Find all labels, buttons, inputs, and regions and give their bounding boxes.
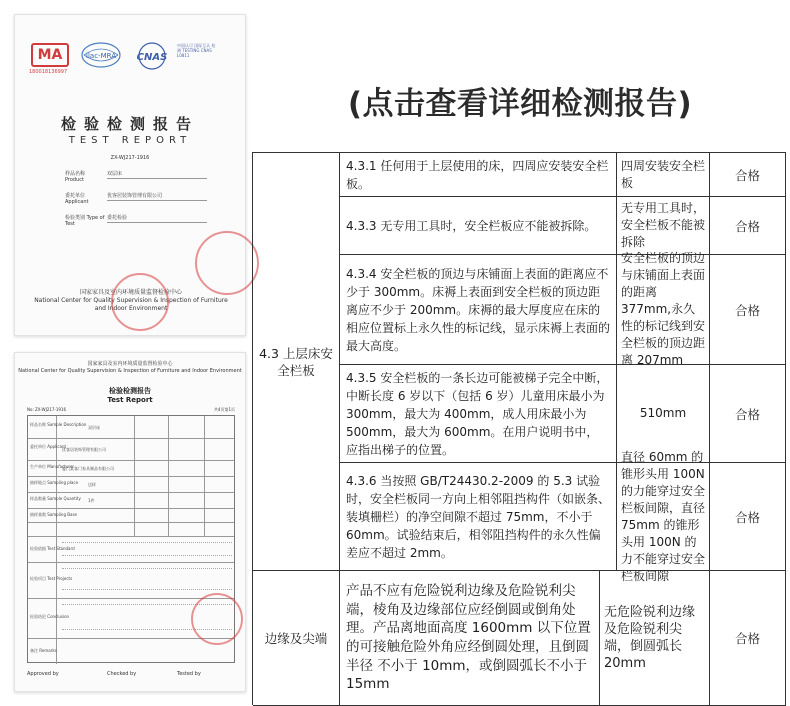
red-seal-stamp [111, 273, 169, 331]
conclusion-cell: 合格 [710, 571, 786, 706]
red-seal-stamp [195, 231, 259, 295]
cover-field-row [65, 171, 215, 193]
page2-meta [27, 407, 235, 412]
cover-fields [65, 171, 215, 237]
view-report-heading[interactable]: (点击查看详细检测报告) [347, 86, 693, 122]
grid-line [28, 536, 234, 537]
requirement-cell: 4.3.4 安全栏板的顶边与床铺面上表面的距离应不少于 300mm。床褥上表面到安全栏板的顶边距离应不少于 200mm。床褥的最大厚度应在床的相应位置标上永久性的标记线，显示床褥上表面的最大高度。 [340, 255, 617, 365]
result-cell: 安全栏板的顶边与床铺面上表面的距离 377mm,永久性的标记线到安全栏板的顶边距离 207mm [617, 255, 710, 365]
page2-label: 检验依据 Test Standard [30, 546, 75, 551]
requirement-cell: 4.3.5 安全栏板的一条长边可能被梯子完全中断，中断长度 6 岁以下（包括 6 岁）儿童用床最小为 300mm，最大为 400mm，成人用床最小为 500mm，最大为 600mm。在用户说明书中，应指出梯子的位置。 [340, 365, 617, 463]
conclusion-cell: 合格 [710, 153, 786, 197]
category-cell: 边缘及尖端 [253, 571, 340, 706]
grid-line [28, 508, 234, 509]
tested-by-label: Tested by [177, 671, 201, 677]
page2-value: 双层床 [88, 425, 100, 430]
cover-org-cn: 国家家具及室内环境质量监督检验中心 [79, 289, 182, 296]
grid-line [28, 492, 234, 493]
page2-title [15, 387, 245, 405]
page2-label: 生产单位 Manufacturer [30, 464, 75, 469]
page2-org-en: National Center for Quality Supervision & Inspection of Furniture and Indoor Environment [18, 368, 242, 374]
accreditation-logos [31, 41, 231, 81]
report-page-thumbnail[interactable] [14, 352, 246, 692]
cover-field-row [65, 215, 215, 237]
page2-value: 优客居装饰管理有限公司 [62, 447, 106, 452]
cnas-label: CNAS [136, 52, 168, 63]
cover-field-value: 优客居装饰管理有限公司 [107, 193, 207, 201]
page2-organization [15, 361, 245, 375]
requirement-cell: 4.3.1 任何用于上层使用的床，四周应安装安全栏板。 [340, 153, 617, 197]
page2-label: 备注 Remarks [30, 648, 57, 653]
cma-number: 180018136997 [29, 69, 68, 75]
conclusion-cell: 合格 [710, 255, 786, 365]
page2-label: 检验项目 Test Projects [30, 576, 73, 581]
page2-title-en: Test Report [107, 396, 153, 404]
page2-page-number: 共4页第1页 [213, 407, 235, 412]
cover-org-en: National Center for Quality Supervision & Inspection of Furniture and Indoor Environment [34, 297, 228, 312]
grid-line [56, 416, 57, 664]
ilac-mra-logo [79, 41, 123, 71]
page2-report-number: No: ZX-WJ217-1916 [27, 407, 67, 412]
grid-line [28, 476, 234, 477]
cma-logo: MA [31, 43, 69, 67]
requirement-cell: 4.3.3 无专用工具时，安全栏板应不能被拆除。 [340, 197, 617, 255]
result-cell: 四周安装安全栏板 [617, 153, 710, 197]
cover-field-label: 样品名称 Product [65, 171, 86, 183]
cover-subtitle: TEST REPORT [68, 135, 192, 146]
requirement-cell: 产品不应有危险锐利边缘及危险锐利尖端，棱角及边缘部位应经倒圆或倒角处理。产品离地面高度 1600mm 以下位置的可接触危险外角应经倒圆处理，且倒圆半径 不小于 10mm，或倒圆弧长不小于 15mm [340, 571, 600, 706]
result-cell: 510mm [617, 365, 710, 463]
page2-value: 送样 [88, 482, 96, 487]
page2-label: 抽样地点 Sampling place [30, 480, 79, 485]
page2-project-lines [62, 568, 232, 590]
page2-signoff [27, 671, 235, 677]
page2-label: 样品名称 Sample Description [30, 422, 87, 427]
page2-standard-lines [62, 542, 232, 556]
grid-line [28, 438, 234, 439]
page2-title-cn: 检验检测报告 [109, 387, 151, 395]
page2-label: 检验结论 Conclusion [30, 614, 70, 619]
result-cell: 无专用工具时，安全栏板不能被拆除 [617, 197, 710, 255]
report-cover-thumbnail[interactable] [14, 14, 246, 336]
inspection-table [252, 152, 786, 705]
conclusion-cell: 合格 [710, 365, 786, 463]
grid-line [28, 522, 234, 523]
category-cell: 4.3 上层床安全栏板 [253, 153, 340, 571]
page2-value: 厦门某客门家具制品有限公司 [62, 466, 114, 471]
page2-label: 样品数量 Sample Quantity [30, 496, 81, 501]
page2-value: 1件 [88, 498, 95, 503]
result-cell: 无危险锐利边缘及危险锐利尖端，倒圆弧长 20mm [600, 571, 710, 706]
cover-title: 检验检测报告 [60, 115, 199, 133]
cover-field-label: 检验类别 Type of Test [65, 215, 105, 227]
result-cell: 直径 60mm 的锥形头用 100N 的力能穿过安全栏板间隙，直径 75mm 的锥形头用 100N 的力不能穿过安全栏板间隙 [617, 463, 710, 571]
cover-field-value: 双层床 [107, 171, 207, 179]
cover-field-value: 委托检验 [107, 215, 207, 223]
page2-org-cn: 国家家具及室内环境质量监督检验中心 [87, 361, 173, 367]
grid-line [28, 460, 234, 461]
red-seal-stamp [191, 593, 243, 645]
page2-label: 抽样基数 Sampling Base [30, 512, 78, 517]
grid-line [28, 562, 234, 563]
cover-field-row [65, 193, 215, 215]
cover-field-label: 委托单位 Applicant [65, 193, 89, 205]
approved-by-label: Approved by [27, 671, 59, 677]
cnas-caption: 中国认可 国际互认 检测 TESTING CNAS L0811 [177, 43, 216, 58]
cnas-logo [127, 41, 177, 71]
checked-by-label: Checked by [107, 671, 137, 677]
page2-label: 委托单位 Applicant [30, 444, 67, 449]
conclusion-cell: 合格 [710, 463, 786, 571]
cover-report-number: ZX-WJ217-1916 [110, 155, 150, 161]
conclusion-cell: 合格 [710, 197, 786, 255]
requirement-cell: 4.3.6 当按照 GB/T24430.2-2009 的 5.3 试验时，安全栏板同一方向上相邻阻挡构件（如嵌条、装填栅栏）的净空间隙不超过 75mm，不小于 60mm。试验结束后，相邻阻挡构件的永久性偏差应不超过 2mm。 [340, 463, 617, 571]
ilac-label: ilac-MRA [86, 52, 116, 60]
